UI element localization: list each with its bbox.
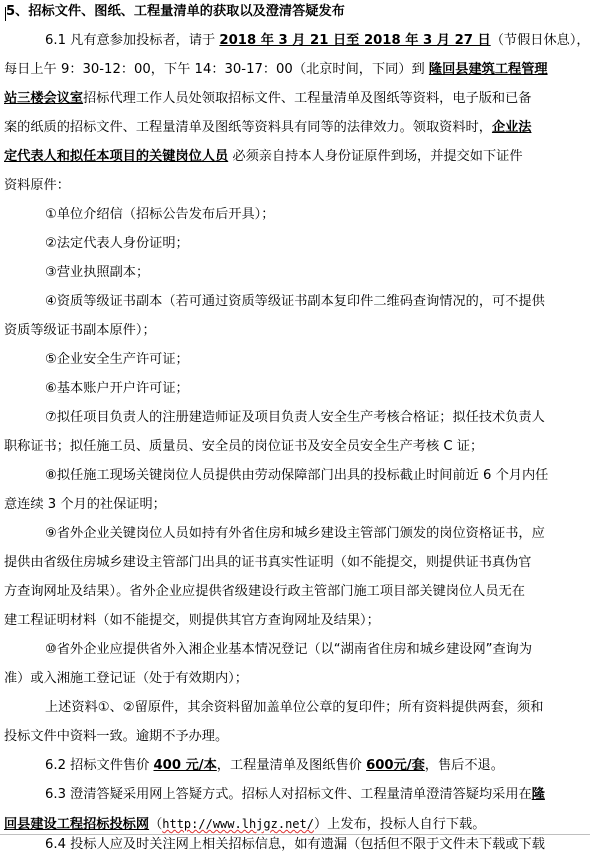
note-text-2: 投标文件中资料一致。逾期不予办理。 — [4, 729, 229, 744]
para-6-2 — [45, 757, 504, 775]
para-6-1-line-1 — [45, 32, 590, 50]
para-6-3-paren-open: （ — [149, 817, 163, 832]
item-4-line-2 — [4, 322, 156, 340]
website-name-part-1: 隆 — [531, 787, 545, 802]
tender-doc-price: 400 元/本 — [153, 758, 217, 773]
para-6-1-line-2 — [4, 61, 548, 79]
venue-part-2: 站三楼会议室 — [4, 91, 84, 106]
para-6-3-text-1: 6.3 澄清答疑采用网上答疑方式。招标人对招标文件、工程量清单澄清答疑均采用在 — [45, 787, 532, 802]
note-line-1 — [45, 699, 543, 717]
para-6-3-text-2: ）上发布，投标人自行下载。 — [313, 817, 486, 832]
website-url[interactable]: http://www.lhjgz.net/ — [162, 817, 314, 831]
item-9-text-3: 方查询网址及结果）。省外企业应提供省级建设行政主管部门施工项目部关键岗位人员无在 — [4, 584, 525, 599]
required-persons-part-1: 企业法 — [491, 120, 532, 135]
item-7-line-1 — [45, 409, 545, 427]
para-6-2-text-1: 6.2 招标文件售价 — [45, 758, 154, 773]
item-2 — [45, 235, 189, 253]
note-text-1: 上述资料①、②留原件，其余资料留加盖单位公章的复印件；所有资料提供两套，须和 — [45, 700, 544, 715]
item-10-text-1: ⑩省外企业应提供省外入湘企业基本情况登记（以“湖南省住房和城乡建设网”查询为 — [45, 642, 533, 657]
item-10-line-1 — [45, 641, 532, 659]
item-9-text-2: 提供由省级住房城乡建设主管部门出具的证书真实性证明（如不能提交，则提供证书真伪官 — [4, 555, 532, 570]
item-10-text-2: 准）或入湘施工登记证（处于有效期内）； — [4, 671, 248, 686]
required-persons-part-2: 定代表人和拟任本项目的关键岗位人员 — [4, 149, 229, 164]
item-7-text-1: ⑦拟任项目负责人的注册建造师证及项目负责人安全生产考核合格证；拟任技术负责人 — [45, 410, 545, 425]
website-name-part-2: 回县建设工程招标投标网 — [4, 817, 150, 832]
para-6-1-line-6 — [4, 177, 70, 195]
para-6-1-line-4 — [4, 119, 532, 137]
section-heading-text: 5、招标文件、图纸、工程量清单的获取以及澄清答疑发布 — [6, 4, 345, 19]
item-7-text-2: 职称证书；拟任施工员、质量员、安全员的岗位证书及安全员安全生产考核 C 证； — [4, 439, 484, 454]
section-heading — [6, 3, 345, 21]
item-9-line-1 — [45, 525, 545, 543]
para-6-2-text-2: ，工程量清单及图纸售价 — [216, 758, 367, 773]
item-5-text: ⑤企业安全生产许可证； — [45, 352, 189, 367]
venue-part-1: 隆回县建筑工程管理 — [428, 62, 548, 77]
para-6-4-text-1: 6.4 投标人应及时关注网上相关招标信息，如有遗漏（包括但不限于文件未下载或下载 — [45, 837, 545, 852]
item-1 — [45, 206, 274, 224]
office-hours: 每日上午 9：30-12：00，下午 14：30-17：00（北京时间，下同）到 — [4, 62, 429, 77]
para-6-1-text: 6.1 凡有意参加投标者，请于 — [45, 33, 220, 48]
item-3 — [45, 264, 149, 282]
item-6-text: ⑥基本账户开户许可证； — [45, 381, 189, 396]
para-6-1-line-6-text: 资料原件： — [4, 178, 70, 193]
para-6-1-line-4-text: 案的纸质的招标文件、工程量清单及图纸等资料具有同等的法律效力。领取资料时， — [4, 120, 492, 135]
para-6-2-text-3: ，售后不退。 — [424, 758, 504, 773]
item-6 — [45, 380, 189, 398]
item-2-text: ②法定代表人身份证明； — [45, 236, 189, 251]
item-4-line-1 — [45, 293, 545, 311]
drawings-price: 600元/套 — [366, 758, 425, 773]
item-9-line-3 — [4, 583, 525, 601]
item-5 — [45, 351, 189, 369]
item-4-text-2: 资质等级证书副本原件）； — [4, 323, 156, 338]
item-3-text: ③营业执照副本； — [45, 265, 150, 280]
para-6-4-line-1 — [45, 836, 545, 854]
item-9-text-4: 建工程证明材料（如不能提交，则提供其官方查询网址及结果）； — [4, 613, 380, 628]
item-8-line-2 — [4, 496, 166, 514]
item-8-text-2: 意连续 3 个月的社保证明； — [4, 497, 166, 512]
item-9-text-1: ⑨省外企业关键岗位人员如持有外省住房和城乡建设主管部门颁发的岗位资格证书，应 — [45, 526, 545, 541]
item-8-text-1: ⑧拟任施工现场关键岗位人员提供由劳动保障部门出具的投标截止时间前近 6 个月内任 — [45, 468, 549, 483]
item-8-line-1 — [45, 467, 548, 485]
para-6-1-line-3-text: 招标代理工作人员处领取招标文件、工程量清单及图纸等资料，电子版和已备 — [83, 91, 532, 106]
item-10-line-2 — [4, 670, 248, 688]
page-divider — [0, 834, 590, 835]
para-6-1-line-5 — [4, 148, 523, 166]
item-9-line-4 — [4, 612, 380, 630]
para-6-3-line-1 — [45, 786, 545, 804]
para-6-1-holiday-note: （节假日休息）， — [490, 33, 590, 48]
note-line-2 — [4, 728, 228, 746]
item-7-line-2 — [4, 438, 483, 456]
para-6-3-line-2 — [4, 815, 485, 834]
para-6-1-line-3 — [4, 90, 532, 108]
item-9-line-2 — [4, 554, 532, 572]
item-4-text-1: ④资质等级证书副本（若可通过资质等级证书副本复印件二维码查询情况的，可不提供 — [45, 294, 545, 309]
para-6-1-line-5-text: 必须亲自持本人身份证原件到场，并提交如下证件 — [228, 149, 523, 164]
registration-dates: 2018 年 3 月 21 日至 2018 年 3 月 27 日 — [219, 33, 491, 48]
item-1-text: ①单位介绍信（招标公告发布后开具）； — [45, 207, 275, 222]
